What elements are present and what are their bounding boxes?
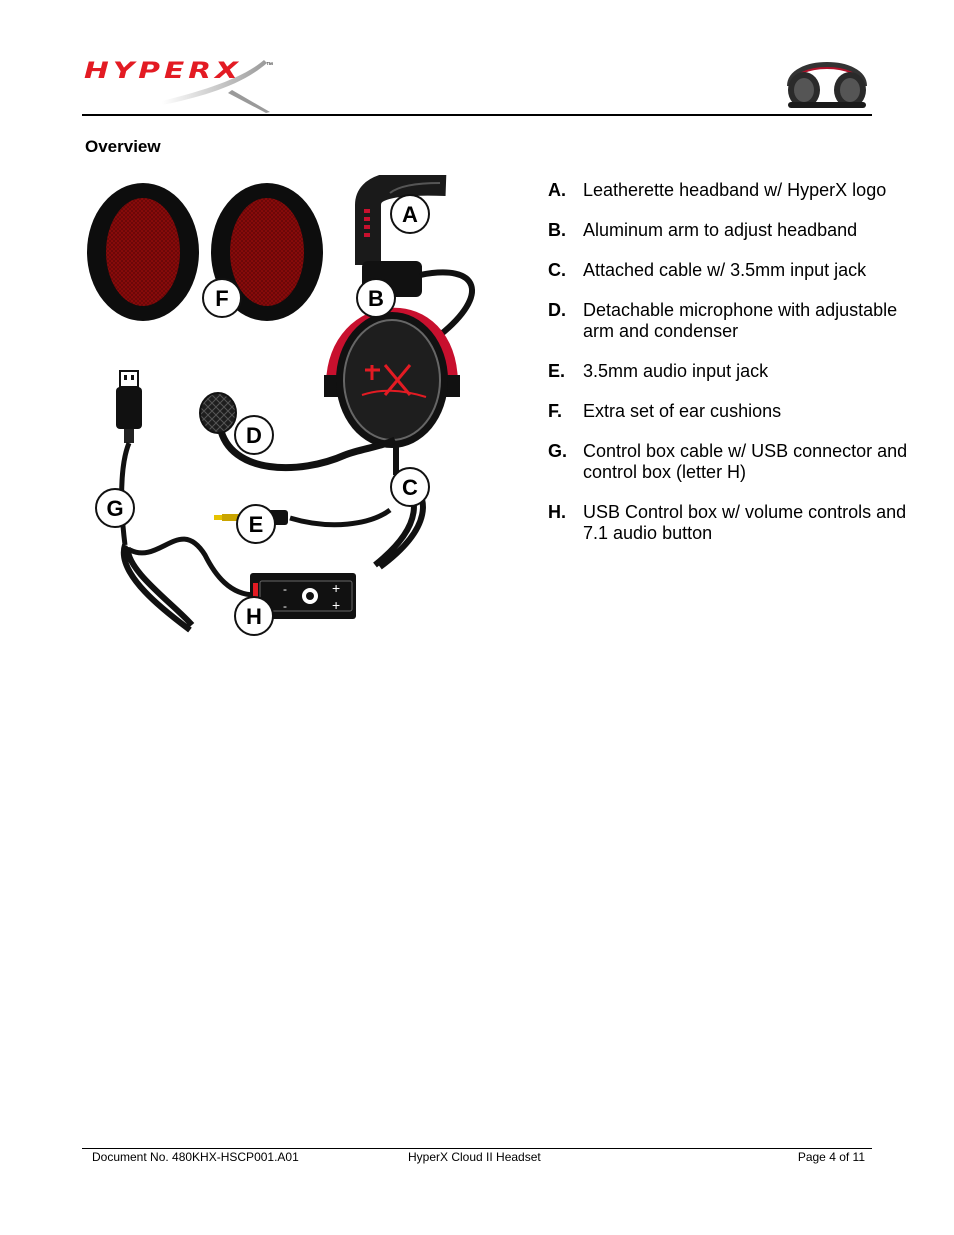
section-title: Overview — [85, 137, 161, 156]
header-rule — [82, 114, 872, 116]
hyperx-logo — [82, 55, 282, 117]
legend-letter: C. — [548, 260, 566, 280]
svg-text:F: F — [215, 286, 229, 311]
callout-h — [235, 597, 273, 635]
footer-document-number: Document No. 480KHX-HSCP001.A01 — [92, 1150, 299, 1164]
callout-g — [96, 489, 134, 527]
legend-letter: D. — [548, 300, 566, 320]
svg-text:H: H — [246, 604, 262, 629]
svg-text:-: - — [283, 599, 287, 613]
svg-text:E: E — [248, 512, 264, 537]
legend-item-c — [548, 260, 908, 281]
legend-text: Attached cable w/ 3.5mm input jack — [583, 260, 867, 280]
headset-overview-diagram — [80, 175, 520, 645]
legend-item-g — [548, 441, 908, 483]
svg-text:C: C — [402, 475, 418, 500]
trademark-symbol: ™ — [266, 62, 273, 69]
legend-item-a — [548, 180, 908, 201]
callout-f — [203, 279, 241, 317]
component-legend — [548, 180, 908, 563]
headset-thumbnail — [782, 56, 872, 112]
legend-letter: A. — [548, 180, 566, 200]
legend-letter: F. — [548, 401, 563, 421]
footer-rule — [82, 1148, 872, 1149]
legend-text: Leatherette headband w/ HyperX logo — [583, 180, 887, 200]
legend-item-d — [548, 300, 908, 342]
legend-text: 3.5mm audio input jack — [583, 361, 769, 381]
legend-text: Aluminum arm to adjust headband — [583, 220, 858, 240]
legend-letter: G. — [548, 441, 568, 461]
callout-d — [235, 416, 273, 454]
svg-text:+: + — [332, 580, 341, 596]
callout-c — [391, 468, 429, 506]
svg-text:B: B — [368, 286, 384, 311]
legend-text: Control box cable w/ USB connector and control box (letter H) — [583, 441, 908, 482]
callout-a — [391, 195, 429, 233]
legend-letter: E. — [548, 361, 566, 381]
legend-item-h — [548, 502, 908, 544]
footer-document-title: HyperX Cloud II Headset — [408, 1150, 541, 1164]
svg-text:D: D — [246, 423, 262, 448]
legend-text: USB Control box w/ volume controls and 7.1 audio button — [583, 502, 907, 543]
legend-item-e — [548, 361, 908, 382]
footer-page-number: Page 4 of 11 — [797, 1150, 865, 1164]
callout-e — [237, 505, 275, 543]
legend-text: Detachable microphone with adjustable arm and condenser — [583, 300, 898, 341]
svg-text:G: G — [106, 496, 124, 521]
legend-item-b — [548, 220, 908, 241]
callout-b — [357, 279, 395, 317]
legend-item-f — [548, 401, 908, 422]
svg-text:+: + — [332, 597, 341, 613]
legend-text: Extra set of ear cushions — [583, 401, 782, 421]
legend-letter: B. — [548, 220, 566, 240]
svg-text:-: - — [283, 582, 287, 596]
legend-letter: H. — [548, 502, 566, 522]
svg-text:A: A — [402, 202, 418, 227]
brand-wordmark: HYPERX — [84, 59, 242, 84]
ear-cup — [324, 312, 460, 448]
